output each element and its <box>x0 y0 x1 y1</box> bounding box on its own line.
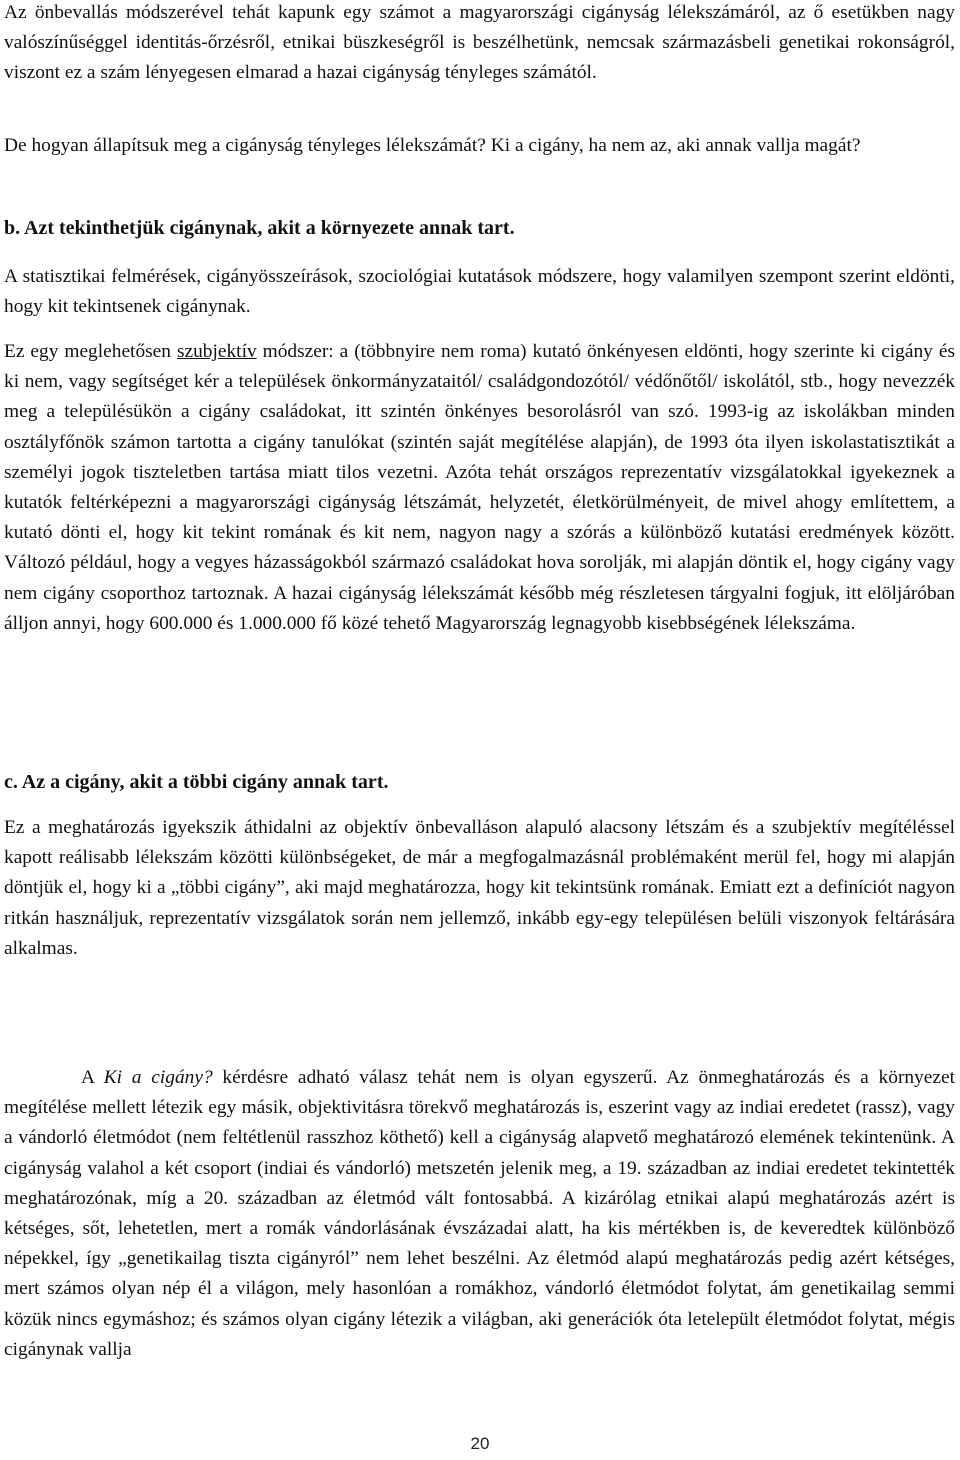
paragraph-text: módszer: a (többnyire nem roma) kutató önkényesen eldönti, hogy szerinte ki cigány és ki nem, vagy segítséget kér a települések önkormányzataitól/ családgondozótól/ védőnőtől/ iskolától, stb., hogy nevezzék meg a településükön a cigány családokat, itt szintén önkényes besorolásról van szó. 1993-ig az iskolákban minden osztályfőnök számon tartotta a cigány tanulókat (szintén saját megítélése alapján), de 1993 óta ilyen iskolastatisztikát a személyi jogok tiszteletben tartása miatt tilos vezetni. Azóta tehát országos reprezentatív vizsgálatokkal igyekeznek a kutatók feltérképezni a magyarországi cigányság létszámát, helyzetét, életkörülményeit, de mivel ahogy említettem, a kutató dönti el, hogy kit tekint romának és kit nem, nagyon nagy a szórás a különböző kutatási eredmények között. Változó például, hogy a vegyes házasságokból származó családokat hova sorolják, mi alapján döntik el, hogy cigány vagy nem cigány csoporthoz tartoznak. A hazai cigányság lélekszámát később még részletesen tárgyalni fogjuk, itt elöljáróban álljon annyi, hogy 600.000 és 1.000.000 fő közé tehető Magyarország legnagyobb kisebbségének lélekszáma. <box>4 341 955 634</box>
section-heading-c: c. Az a cigány, akit a többi cigány annak tart. <box>4 771 389 793</box>
italic-question: Ki a cigány? <box>103 1067 213 1088</box>
paragraph-who-is-gypsy <box>4 1063 955 1365</box>
paragraph-text: A <box>81 1067 104 1088</box>
paragraph-question: De hogyan állapítsuk meg a cigányság tényleges lélekszámát? Ki a cigány, ha nem az, aki annak vallja magát? <box>4 135 861 156</box>
paragraph-text: kérdésre adható válasz tehát nem is olyan egyszerű. Az önmeghatározás és a környezet megítélése mellett létezik egy másik, objektivitásra törekvő meghatározás is, eszerint vagy az indiai eredetet (rassz), vagy a vándorló életmódot (nem feltétlenül rasszhoz köthető) kell a cigányság alapvető meghatározó elemének tekintenünk. A cigányság valahol a két csoport (indiai és vándorló) metszetén jelenik meg, a 19. században az indiai eredetet tekintették meghatározónak, míg a 20. században az életmód vált fontosabbá. A kizárólag etnikai alapú meghatározás azért is kétséges, sőt, lehetetlen, mert a romák vándorlásának évszázadai alatt, ha kis mértékben is, de keveredtek különböző népekkel, így „genetikailag tiszta cigányról” nem lehet beszélni. Az életmód alapú meghatározás pedig azért kétséges, mert számos olyan nép él a világon, mely hasonlóan a romákhoz, vándorló életmódot folytat, ám genetikailag semmi közük nincs egymáshoz; és számos olyan cigány létezik a világban, aki generációk óta letelepült életmódot folytat, mégis cigánynak vallja <box>4 1067 955 1360</box>
underlined-term: szubjektív <box>176 341 257 362</box>
paragraph-self-declaration: Az önbevallás módszerével tehát kapunk egy számot a magyarországi cigányság lélekszámáról, az ő esetükben nagy valószínűséggel identitás-őrzésről, etnikai büszkeségről is beszélhetünk, nemcsak származásbeli genetikai rokonságról, viszont ez a szám lényegesen elmarad a hazai cigányság tényleges számától. <box>4 2 955 84</box>
paragraph-subjective-method <box>4 337 955 639</box>
paragraph-text: Ez egy meglehetősen <box>4 341 177 362</box>
page-number: 20 <box>470 1434 490 1453</box>
section-heading-b: b. Azt tekinthetjük cigánynak, akit a környezete annak tart. <box>4 217 515 239</box>
paragraph-definition-c: Ez a meghatározás igyekszik áthidalni az objektív önbevalláson alapuló alacsony létszám és a szubjektív megítéléssel kapott reálisabb lélekszám közötti különbségeket, de már a megfogalmazásnál problémaként merül fel, hogy mi alapján döntjük el, hogy ki a „többi cigány”, aki majd meghatározza, hogy kit tekintsünk romának. Emiatt ezt a definíciót nagyon ritkán használjuk, reprezentatív vizsgálatok során nem jellemző, inkább egy-egy településen belüli viszonyok feltárására alkalmas. <box>4 817 955 959</box>
paragraph-statistical-surveys: A statisztikai felmérések, cigányösszeírások, szociológiai kutatások módszere, hogy valamilyen szempont szerint eldönti, hogy kit tekintsenek cigánynak. <box>4 266 955 318</box>
